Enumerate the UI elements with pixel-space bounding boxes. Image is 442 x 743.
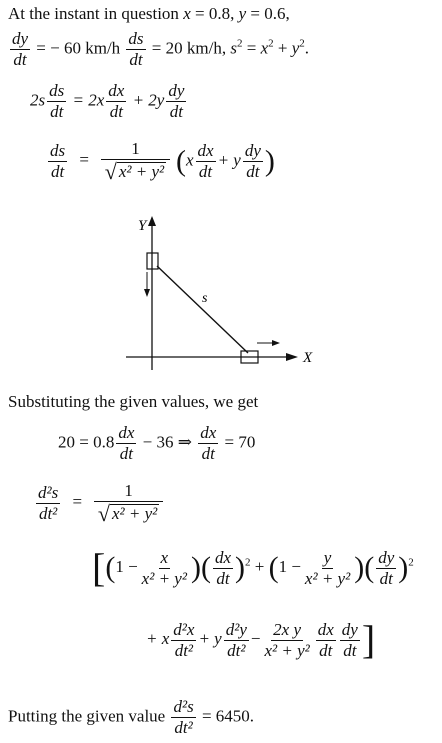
substitute-text: Substituting the given values, we get — [8, 392, 259, 411]
x-axis-label: X — [303, 350, 313, 366]
d2s-dt2-fraction: $\frac{\text{d²s}}{\text{dt²}}$ — [38, 483, 59, 523]
dx-dt-fraction: $\frac{dx}{dt}$ — [118, 423, 135, 463]
equation-substitution: 20 = 0.8 $\frac{dx}{dt}$ − 36 ⇒ $\frac{dx}{dt}$ = 70 — [58, 423, 256, 463]
ds-dt-fraction: $\frac{ds}{dt}$ — [128, 29, 144, 69]
dx-dt-fraction: $\frac{dx}{dt}$ — [200, 423, 217, 463]
ds-dt-fraction: $\frac{ds}{dt}$ — [49, 81, 65, 121]
var-y: y — [238, 4, 247, 23]
equation-bracket-terms: [(1 − $\frac{x}{\text{x² + y²}}$ )( $\frac{dx}{dt}$ )$^2$ + (1 − $\frac{y}{\text{x² + y²}}$ )( $\frac{dy}{dt}$ )$^2$ — [92, 545, 414, 590]
rates-line: $\frac{dy}{dt}$ = − 60 km/h $\frac{ds}{dt}$ = 20 km/h, $s^2 = x^2 + y^2$. — [12, 29, 309, 69]
y-value: = 0.6, — [246, 4, 290, 23]
equation-second-derivative: $\frac{\text{d²s}}{\text{dt²}}$ = 1 √ x² + y² — [34, 482, 165, 525]
ladder-diagram — [100, 210, 330, 380]
dx-dt-fraction: $\frac{dx}{dt}$ — [108, 81, 125, 121]
var-x: x — [183, 4, 191, 23]
equation-ds-dt: $\frac{ds}{dt}$ = 1 √ x² + y² (x $\frac{dx}{dt}$ + y $\frac{dy}{dt}$ ) — [50, 139, 275, 184]
x-axis-arrow-icon — [286, 353, 298, 361]
two-xy-fraction: $\frac{\text{2x y}}{\text{x² + y²}}$ — [264, 619, 310, 660]
dx-dt-fraction: $\frac{dx}{dt}$ — [214, 547, 231, 588]
equation-differentiated: 2s $\frac{ds}{dt}$ = 2x $\frac{dx}{dt}$ + 2y $\frac{dy}{dt}$ — [30, 81, 185, 121]
down-arrow-icon — [144, 289, 150, 297]
dy-dt-fraction: $\frac{dy}{dt}$ — [341, 619, 358, 660]
intro-text: At the instant in question — [8, 4, 184, 23]
ds-dt-value: = 20 km/h, — [147, 38, 231, 58]
intro-line — [8, 4, 290, 24]
dx-dt-fraction: $\frac{dx}{dt}$ — [197, 141, 214, 181]
d2y-dt2-fraction: $\frac{\text{d²y}}{\text{dt²}}$ — [225, 619, 247, 660]
x-over-r2-fraction: $\frac{x}{\text{x² + y²}}$ — [141, 547, 187, 588]
right-arrow-icon — [272, 340, 280, 346]
y-axis-arrow-icon — [148, 216, 156, 226]
dy-dt-fraction: $\frac{dy}{dt}$ — [378, 547, 395, 588]
reciprocal-root-fraction: 1 √ x² + y² — [101, 140, 170, 183]
d2x-dt2-fraction: $\frac{\text{d²x}}{\text{dt²}}$ — [173, 619, 195, 660]
final-result: Putting the given value $\frac{\text{d²s}}{\text{dt²}}$ = 6450. — [8, 697, 255, 737]
x-value: = 0.8, — [190, 4, 239, 23]
dy-dt-fraction: $\frac{dy}{dt}$ — [12, 29, 29, 69]
dy-dt-value: = − 60 km/h — [32, 38, 121, 58]
y-axis-label: Y — [138, 218, 147, 234]
dy-dt-fraction: $\frac{dy}{dt}$ — [244, 141, 261, 181]
ladder-line — [157, 266, 248, 353]
ds-dt-fraction: $\frac{ds}{dt}$ — [50, 141, 66, 181]
equation-second-order-terms: + x $\frac{\text{d²x}}{\text{dt²}}$ + y $\frac{\text{d²y}}{\text{dt²}}$ − $\frac{\text{2x y}}{\text{x² + y²}}$ $\frac{dx}{dt}$ $\frac{dy}{dt}$ ] — [146, 617, 376, 662]
dx-dt-fraction: $\frac{dx}{dt}$ — [317, 619, 334, 660]
dy-dt-fraction: $\frac{dy}{dt}$ — [168, 81, 185, 121]
ladder-label: s — [202, 291, 208, 306]
d2s-dt2-fraction: $\frac{\text{d²s}}{\text{dt²}}$ — [173, 697, 194, 737]
reciprocal-root-fraction: 1 √ x² + y² — [94, 482, 163, 525]
y-over-r2-fraction: $\frac{y}{\text{x² + y²}}$ — [304, 547, 351, 588]
